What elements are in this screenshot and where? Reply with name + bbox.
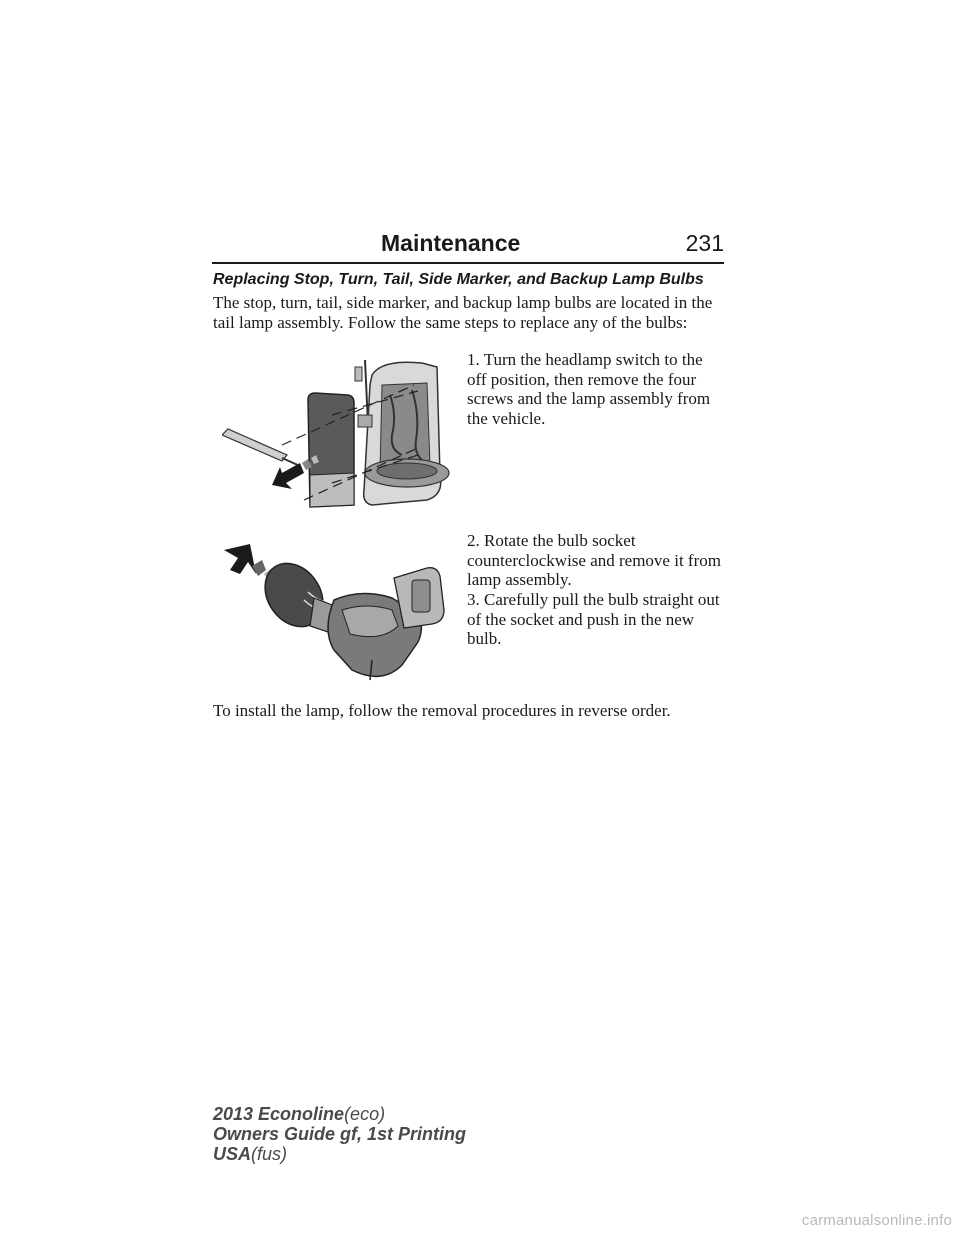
section-title: Maintenance <box>381 230 521 256</box>
page-number: 231 <box>685 230 724 256</box>
footer-market-code: (fus) <box>251 1144 288 1164</box>
tail-lamp-removal-illustration <box>222 355 462 515</box>
step-2-text: 2. Rotate the bulb socket counterclockwise and remove it from lamp assembly. <box>467 531 721 589</box>
document-footer <box>213 1104 466 1164</box>
footer-market-line <box>213 1144 466 1164</box>
footer-model-code: (eco) <box>344 1104 386 1124</box>
intro-paragraph: The stop, turn, tail, side marker, and backup lamp bulbs are located in the tail lamp assembly. Follow the same steps to replace any of the bulbs: <box>213 293 713 332</box>
outro-paragraph: To install the lamp, follow the removal procedures in reverse order. <box>213 701 671 720</box>
watermark: carmanualsonline.info <box>801 1212 952 1229</box>
footer-guide: Owners Guide gf, 1st Printing <box>213 1124 467 1144</box>
page-header <box>212 228 724 264</box>
step-1-text: 1. Turn the headlamp switch to the off position, then remove the four screws and the lamp assembly from the vehicle. <box>467 350 711 428</box>
footer-model-line <box>213 1104 466 1124</box>
bulb-socket-removal-illustration <box>222 530 462 690</box>
step-3-text: 3. Carefully pull the bulb straight out of the socket and push in the new bulb. <box>467 590 720 648</box>
footer-market: USA <box>213 1144 252 1164</box>
footer-model: 2013 Econoline <box>213 1104 345 1124</box>
subsection-heading: Replacing Stop, Turn, Tail, Side Marker, and Backup Lamp Bulbs <box>213 271 704 288</box>
